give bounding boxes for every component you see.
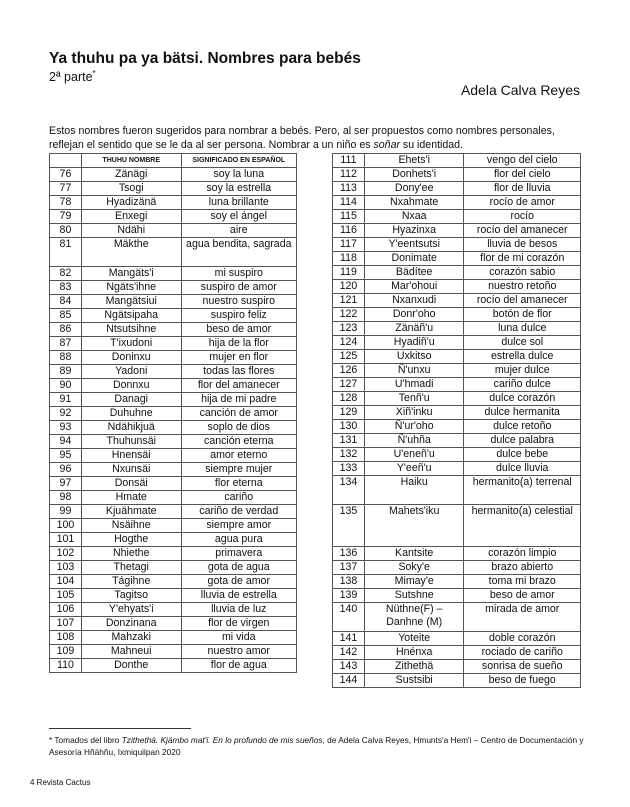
table-row: [333, 252, 581, 266]
row-name: Ndähikjuä: [81, 421, 181, 435]
table-row: [333, 238, 581, 252]
row-number: 114: [333, 196, 365, 210]
row-name: Xiñ'inku: [364, 406, 464, 420]
row-meaning: gota de amor: [181, 575, 296, 589]
row-meaning: aire: [181, 224, 296, 238]
row-number: 109: [50, 645, 82, 659]
table-row: [333, 378, 581, 392]
row-meaning: flor de agua: [181, 659, 296, 673]
table-row: [333, 462, 581, 476]
table-row: [333, 154, 581, 168]
row-number: 90: [50, 379, 82, 393]
row-name: Uxkitso: [364, 350, 464, 364]
table-row: [333, 448, 581, 462]
row-number: 78: [50, 196, 82, 210]
row-meaning: rocío: [464, 210, 581, 224]
row-number: 103: [50, 561, 82, 575]
intro-text: Estos nombres fueron sugeridos para nombrar a bebés. Pero, al ser propuestos como nombres personales, reflejan el sentido que se le da al ser persona. Nombrar a un niño es: [49, 124, 555, 151]
row-number: 101: [50, 533, 82, 547]
row-meaning: nuestro suspiro: [181, 295, 296, 309]
row-number: 126: [333, 364, 365, 378]
row-meaning: lluvia de luz: [181, 603, 296, 617]
table-row: [333, 561, 581, 575]
table-row: [50, 477, 297, 491]
row-meaning: siempre mujer: [181, 463, 296, 477]
footnote-mark: *: [49, 735, 53, 745]
row-meaning: mi vida: [181, 631, 296, 645]
row-meaning: dulce palabra: [464, 434, 581, 448]
table-row: [50, 435, 297, 449]
row-meaning: soy la estrella: [181, 182, 296, 196]
row-number: 122: [333, 308, 365, 322]
table-row: [333, 589, 581, 603]
row-meaning: dulce retoño: [464, 420, 581, 434]
row-meaning: gota de agua: [181, 561, 296, 575]
row-number: 113: [333, 182, 365, 196]
row-meaning: mujer dulce: [464, 364, 581, 378]
table-row: [50, 379, 297, 393]
row-name: Thuhunsäi: [81, 435, 181, 449]
table-row: [333, 434, 581, 448]
table-row: [333, 182, 581, 196]
row-number: 108: [50, 631, 82, 645]
row-meaning: nuestro amor: [181, 645, 296, 659]
table-row: [333, 294, 581, 308]
row-meaning: agua pura: [181, 533, 296, 547]
table-row: [333, 266, 581, 280]
table-row: [333, 674, 581, 688]
row-meaning: corazón sabio: [464, 266, 581, 280]
table-row: [333, 575, 581, 589]
row-name: Hnénxa: [364, 646, 464, 660]
table-row: [50, 238, 297, 267]
footnote-rest: de Adela Calva Reyes, Hmunts'a Hem'i – Centro de Documentación y Asesoría Hñähñu, Ixmiquilpan 2020: [49, 735, 584, 757]
row-name: Mangäts'i: [81, 267, 181, 281]
row-number: 139: [333, 589, 365, 603]
row-meaning: suspiro de amor: [181, 281, 296, 295]
table-row: [50, 393, 297, 407]
row-meaning: cariño dulce: [464, 378, 581, 392]
row-number: 92: [50, 407, 82, 421]
row-number: 118: [333, 252, 365, 266]
row-number: 76: [50, 168, 82, 182]
table-row: [50, 519, 297, 533]
row-meaning: beso de amor: [464, 589, 581, 603]
row-number: 129: [333, 406, 365, 420]
row-number: 142: [333, 646, 365, 660]
table-row: [50, 267, 297, 281]
row-number: 115: [333, 210, 365, 224]
table-row: [50, 337, 297, 351]
row-meaning: sonrisa de sueño: [464, 660, 581, 674]
row-number: 132: [333, 448, 365, 462]
row-number: 119: [333, 266, 365, 280]
row-meaning: flor de lluvia: [464, 182, 581, 196]
row-name: Hmate: [81, 491, 181, 505]
row-number: 124: [333, 336, 365, 350]
row-meaning: botón de flor: [464, 308, 581, 322]
row-name: Yadoni: [81, 365, 181, 379]
row-name: Sustsibi: [364, 674, 464, 688]
names-table-right-body: [333, 154, 581, 688]
row-number: 105: [50, 589, 82, 603]
row-meaning: beso de amor: [181, 323, 296, 337]
row-name: Ñ'ur'oho: [364, 420, 464, 434]
row-number: 104: [50, 575, 82, 589]
table-row: [333, 224, 581, 238]
row-meaning: rocío de amor: [464, 196, 581, 210]
row-number: 91: [50, 393, 82, 407]
table-row: [333, 406, 581, 420]
row-name: Donhets'i: [364, 168, 464, 182]
row-meaning: luna brillante: [181, 196, 296, 210]
row-meaning: mujer en flor: [181, 351, 296, 365]
row-name: Donthe: [81, 659, 181, 673]
footnote-divider: [49, 728, 191, 729]
row-number: 83: [50, 281, 82, 295]
row-meaning: primavera: [181, 547, 296, 561]
row-number: 144: [333, 674, 365, 688]
row-number: 140: [333, 603, 365, 632]
table-row: [333, 350, 581, 364]
footnote-lead: Tomados del libro: [52, 735, 122, 745]
row-name: Tagitso: [81, 589, 181, 603]
row-name: Zänägi: [81, 168, 181, 182]
table-row: [333, 168, 581, 182]
row-number: 96: [50, 463, 82, 477]
row-number: 88: [50, 351, 82, 365]
row-meaning: cariño: [181, 491, 296, 505]
table-row: [333, 196, 581, 210]
table-row: [50, 407, 297, 421]
row-name: Kantsite: [364, 547, 464, 561]
row-name: Nxanxudi: [364, 294, 464, 308]
row-number: 99: [50, 505, 82, 519]
row-number: 84: [50, 295, 82, 309]
row-name: Ñ'unxu: [364, 364, 464, 378]
row-name: Nxahmate: [364, 196, 464, 210]
row-meaning: mi suspiro: [181, 267, 296, 281]
table-row: [50, 659, 297, 673]
table-row: [50, 533, 297, 547]
row-number: 121: [333, 294, 365, 308]
row-name: Donnxu: [81, 379, 181, 393]
row-name: Ntsutsihne: [81, 323, 181, 337]
table-row: [50, 421, 297, 435]
row-name: Ñ'uhña: [364, 434, 464, 448]
row-name: Tágihne: [81, 575, 181, 589]
row-number: 125: [333, 350, 365, 364]
row-number: 127: [333, 378, 365, 392]
row-name: Hyadizänä: [81, 196, 181, 210]
row-number: 94: [50, 435, 82, 449]
row-number: 111: [333, 154, 365, 168]
intro-paragraph: [49, 124, 581, 152]
table-row: [50, 561, 297, 575]
row-name: Dony'ee: [364, 182, 464, 196]
row-meaning: flor del cielo: [464, 168, 581, 182]
table-row: [333, 322, 581, 336]
table-row: [50, 631, 297, 645]
row-name: Y'eeñ'u: [364, 462, 464, 476]
row-meaning: flor de mi corazón: [464, 252, 581, 266]
row-name: Mahzaki: [81, 631, 181, 645]
table-row: [333, 420, 581, 434]
row-meaning: vengo del cielo: [464, 154, 581, 168]
row-name: Hnensäi: [81, 449, 181, 463]
row-meaning: mirada de amor: [464, 603, 581, 632]
header-name: THUHU NOMBRE: [81, 154, 181, 168]
row-name: Hogthe: [81, 533, 181, 547]
author-name: Adela Calva Reyes: [460, 82, 580, 98]
row-meaning: toma mi brazo: [464, 575, 581, 589]
row-number: 130: [333, 420, 365, 434]
table-row: [50, 281, 297, 295]
table-row: [333, 646, 581, 660]
row-name: Thetagi: [81, 561, 181, 575]
header-number: [50, 154, 82, 168]
row-name: Duhuhne: [81, 407, 181, 421]
table-row: [50, 589, 297, 603]
row-meaning: soy la luna: [181, 168, 296, 182]
table-row: [50, 645, 297, 659]
row-number: 112: [333, 168, 365, 182]
footnote-reference: *: [92, 69, 96, 78]
row-name: Mimay'e: [364, 575, 464, 589]
row-name: Ndähi: [81, 224, 181, 238]
row-name: Ehets'i: [364, 154, 464, 168]
table-row: [333, 392, 581, 406]
row-meaning: soplo de dios: [181, 421, 296, 435]
row-meaning: hermanito(a) celestial: [464, 505, 581, 547]
row-name: Nüthne(F) – Danhne (M): [364, 603, 464, 632]
row-name: Y'ehyats'i: [81, 603, 181, 617]
row-name: Y'eentsutsi: [364, 238, 464, 252]
row-name: Yoteite: [364, 632, 464, 646]
table-row: [50, 351, 297, 365]
row-meaning: flor eterna: [181, 477, 296, 491]
row-number: 86: [50, 323, 82, 337]
table-row: [50, 505, 297, 519]
row-name: Mar'ohoui: [364, 280, 464, 294]
row-number: 97: [50, 477, 82, 491]
row-meaning: soy el ángel: [181, 210, 296, 224]
row-number: 98: [50, 491, 82, 505]
table-row: [50, 295, 297, 309]
row-number: 85: [50, 309, 82, 323]
row-number: 133: [333, 462, 365, 476]
row-name: Nsäihne: [81, 519, 181, 533]
subtitle-text: 2ª parte: [49, 70, 93, 85]
header-meaning: SIGNIFICADO EN ESPAÑOL: [181, 154, 296, 168]
row-meaning: amor eterno: [181, 449, 296, 463]
row-meaning: flor del amanecer: [181, 379, 296, 393]
row-name: Doninxu: [81, 351, 181, 365]
row-meaning: luna dulce: [464, 322, 581, 336]
table-row: [50, 309, 297, 323]
page-footer: 4 Revista Cactus: [30, 778, 91, 787]
row-number: 135: [333, 505, 365, 547]
table-row: [333, 476, 581, 505]
row-number: 80: [50, 224, 82, 238]
row-meaning: lluvia de besos: [464, 238, 581, 252]
table-row: [333, 632, 581, 646]
intro-emphasis: soñar: [373, 138, 400, 151]
row-meaning: dulce bebe: [464, 448, 581, 462]
row-name: Ngätsipaha: [81, 309, 181, 323]
table-row: [333, 603, 581, 632]
row-number: 117: [333, 238, 365, 252]
row-name: Kjuähmate: [81, 505, 181, 519]
table-row: [50, 603, 297, 617]
row-name: T'ixudoni: [81, 337, 181, 351]
row-number: 100: [50, 519, 82, 533]
row-number: 82: [50, 267, 82, 281]
row-name: Tenñ'u: [364, 392, 464, 406]
row-number: 81: [50, 238, 82, 267]
row-number: 123: [333, 322, 365, 336]
row-number: 110: [50, 659, 82, 673]
page-subtitle: [49, 69, 96, 84]
row-number: 116: [333, 224, 365, 238]
row-name: Tsogi: [81, 182, 181, 196]
row-meaning: rocío del amanecer: [464, 294, 581, 308]
row-name: Hyazinxa: [364, 224, 464, 238]
table-row: [50, 463, 297, 477]
row-name: Nhiethe: [81, 547, 181, 561]
row-meaning: suspiro feliz: [181, 309, 296, 323]
row-meaning: rociado de cariño: [464, 646, 581, 660]
row-meaning: estrella dulce: [464, 350, 581, 364]
row-name: Mäkthe: [81, 238, 181, 267]
row-name: U'hmadi: [364, 378, 464, 392]
table-row: [333, 660, 581, 674]
row-number: 106: [50, 603, 82, 617]
row-name: Mahneui: [81, 645, 181, 659]
row-number: 137: [333, 561, 365, 575]
row-name: Mangätsiui: [81, 295, 181, 309]
row-meaning: beso de fuego: [464, 674, 581, 688]
row-name: Mahets'iku: [364, 505, 464, 547]
row-name: Donimate: [364, 252, 464, 266]
row-meaning: agua bendita, sagrada: [181, 238, 296, 267]
row-name: Sutshne: [364, 589, 464, 603]
row-number: 87: [50, 337, 82, 351]
footnote: [49, 734, 589, 758]
row-meaning: canción eterna: [181, 435, 296, 449]
table-row: [333, 364, 581, 378]
table-row: [333, 505, 581, 547]
table-row: [50, 168, 297, 182]
table-row: [50, 491, 297, 505]
row-name: Nxunsäi: [81, 463, 181, 477]
row-number: 107: [50, 617, 82, 631]
names-table-left: [49, 153, 297, 673]
row-name: Zithethä: [364, 660, 464, 674]
row-name: Danagi: [81, 393, 181, 407]
row-number: 136: [333, 547, 365, 561]
row-number: 93: [50, 421, 82, 435]
table-row: [333, 308, 581, 322]
names-table-right: [332, 153, 581, 688]
row-number: 77: [50, 182, 82, 196]
table-row: [50, 323, 297, 337]
table-row: [50, 210, 297, 224]
table-row: [50, 365, 297, 379]
row-name: Hyadiñ'u: [364, 336, 464, 350]
row-meaning: lluvia de estrella: [181, 589, 296, 603]
intro-text-end: su identidad.: [399, 138, 464, 151]
row-meaning: brazo abierto: [464, 561, 581, 575]
row-name: Nxaa: [364, 210, 464, 224]
row-meaning: dulce corazón: [464, 392, 581, 406]
row-meaning: nuestro retoño: [464, 280, 581, 294]
table-row: [333, 336, 581, 350]
row-meaning: hija de mi padre: [181, 393, 296, 407]
row-name: Ngäts'ihne: [81, 281, 181, 295]
row-number: 131: [333, 434, 365, 448]
row-name: Enxegi: [81, 210, 181, 224]
row-meaning: cariño de verdad: [181, 505, 296, 519]
row-meaning: corazón limpio: [464, 547, 581, 561]
row-name: Soky'e: [364, 561, 464, 575]
row-number: 120: [333, 280, 365, 294]
row-number: 128: [333, 392, 365, 406]
table-row: [50, 575, 297, 589]
row-number: 89: [50, 365, 82, 379]
row-meaning: rocío del amanecer: [464, 224, 581, 238]
row-name: Zänäñ'u: [364, 322, 464, 336]
table-row: [50, 449, 297, 463]
row-meaning: canción de amor: [181, 407, 296, 421]
row-meaning: dulce hermanita: [464, 406, 581, 420]
row-number: 95: [50, 449, 82, 463]
row-number: 138: [333, 575, 365, 589]
row-name: Bädítee: [364, 266, 464, 280]
row-name: Haiku: [364, 476, 464, 505]
row-meaning: dulce lluvia: [464, 462, 581, 476]
row-meaning: hermanito(a) terrenal: [464, 476, 581, 505]
table-row: [333, 547, 581, 561]
row-number: 141: [333, 632, 365, 646]
row-meaning: siempre amor: [181, 519, 296, 533]
table-row: [50, 182, 297, 196]
row-meaning: doble corazón: [464, 632, 581, 646]
row-name: Donsäi: [81, 477, 181, 491]
row-name: U'eneñ'u: [364, 448, 464, 462]
table-row: [50, 224, 297, 238]
table-row: [50, 196, 297, 210]
footnote-book-title: Tzithethä. Kjämbo mat'i. En lo profundo de mis sueños,: [121, 735, 325, 745]
row-name: Donzinana: [81, 617, 181, 631]
names-table-left-body: [50, 168, 297, 673]
row-number: 134: [333, 476, 365, 505]
table-row: [50, 617, 297, 631]
row-number: 102: [50, 547, 82, 561]
table-row: [50, 547, 297, 561]
row-meaning: dulce sol: [464, 336, 581, 350]
row-meaning: todas las flores: [181, 365, 296, 379]
table-row: [333, 210, 581, 224]
row-meaning: hija de la flor: [181, 337, 296, 351]
row-meaning: flor de virgen: [181, 617, 296, 631]
row-number: 143: [333, 660, 365, 674]
page-title: Ya thuhu pa ya bätsi. Nombres para bebés: [49, 50, 361, 67]
row-name: Donr'oho: [364, 308, 464, 322]
row-number: 79: [50, 210, 82, 224]
table-row: [333, 280, 581, 294]
